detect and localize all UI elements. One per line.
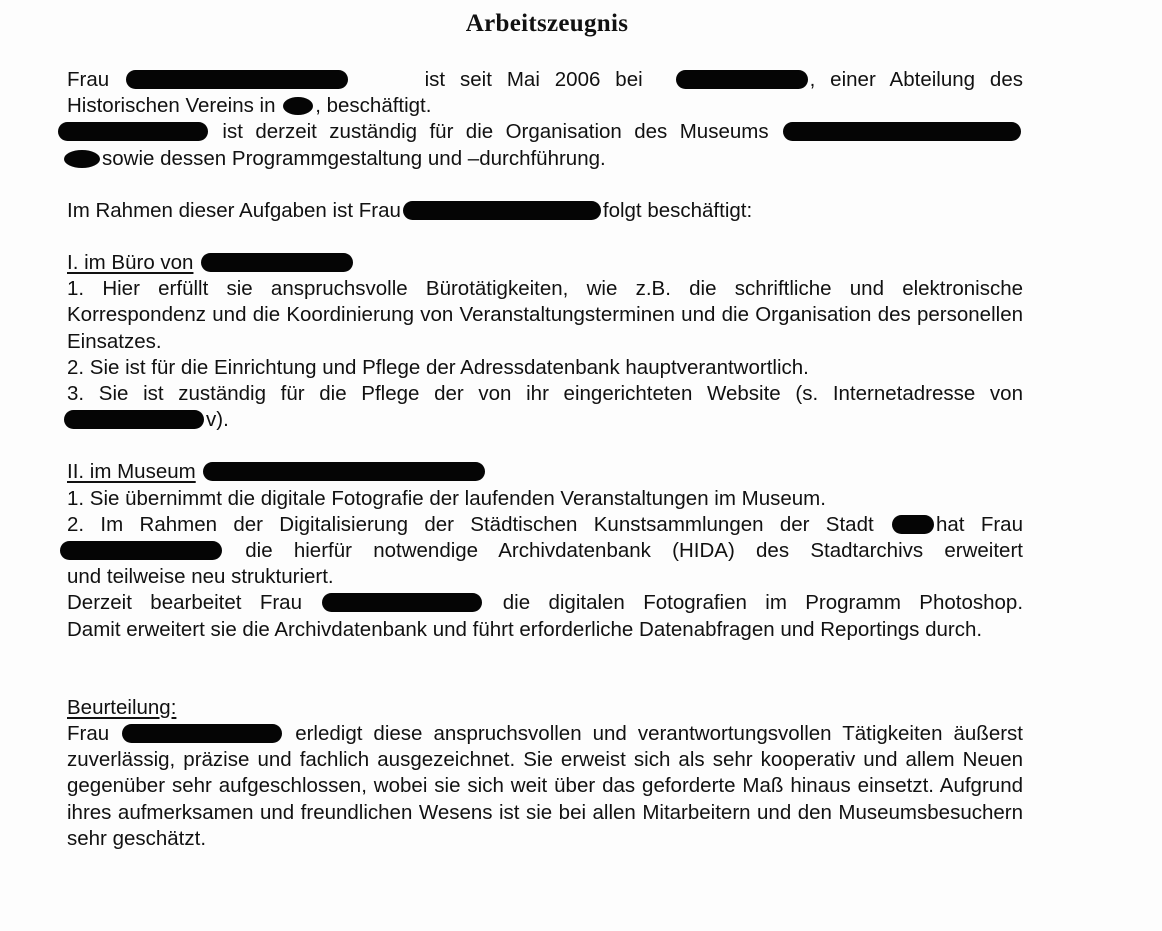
section-1-item-3-cont xyxy=(67,407,1023,433)
intro-text: , beschäftigt. xyxy=(315,94,432,118)
redaction-mark xyxy=(322,593,482,612)
intro-text: , einer Abteilung des xyxy=(809,68,1023,91)
redaction-mark xyxy=(58,122,208,141)
intro-text: sowie dessen Programmgestaltung und –durchführung. xyxy=(102,146,606,170)
intro-text: ist seit Mai 2006 bei xyxy=(424,68,643,91)
section-1-item-3: 3. Sie ist zuständig für die Pflege der von ihr eingerichteten Website (s. Internetadresse von xyxy=(67,382,1023,406)
section-1-heading: I. im Büro von xyxy=(67,251,194,275)
assessment-heading-line xyxy=(67,695,1023,721)
tasks-intro-text: folgt beschäftigt: xyxy=(602,198,753,222)
redaction-mark xyxy=(126,70,348,89)
document-body xyxy=(67,67,1023,852)
document-title: Arbeitszeugnis xyxy=(465,10,629,37)
intro-text: Historischen Vereins in xyxy=(67,94,276,118)
section-2-item-2-text: die hierfür notwendige Archivdatenbank (HIDA) des Stadtarchivs erweitert xyxy=(245,539,1023,563)
redaction-mark xyxy=(783,122,1021,141)
intro-line-3 xyxy=(67,119,1023,145)
intro-line-4 xyxy=(67,146,1023,172)
assessment-text-start: Frau xyxy=(67,722,110,746)
intro-text: Frau xyxy=(67,68,110,91)
tasks-intro xyxy=(67,198,1023,224)
section-2-item-2 xyxy=(67,512,1023,538)
section-1-item-2: 2. Sie ist für die Einrichtung und Pflege der Adressdatenbank hauptverantwortlich. xyxy=(67,355,809,379)
intro-text: ist derzeit zuständig für die Organisation des Museums xyxy=(222,120,769,144)
section-2-item-2-text: 2. Im Rahmen der Digitalisierung der Städtischen Kunstsammlungen der Stadt xyxy=(67,512,874,536)
section-2-heading-line xyxy=(67,459,1023,485)
assessment-heading: Beurteilung: xyxy=(67,695,177,719)
assessment-text-body: erledigt diese anspruchsvollen und verantwortungsvollen Tätigkeiten äußerst zuverlässig, präzise und fachlich ausgezeichnet. Sie erweist sich als sehr kooperativ und allem Neuen gegenüber sehr aufgeschlossen, wobei sie sich weit über das geforderte Maß hinaus einsetzt. Aufgrund ihres aufmerksamen und freundlichen Wesens ist sie bei allen Mitarbeitern und den Museumsbesuchern sehr geschätzt. xyxy=(67,722,1023,850)
redaction-mark xyxy=(64,410,204,429)
intro-line-1 xyxy=(67,67,1023,93)
redaction-mark xyxy=(403,201,601,220)
section-1-heading-line xyxy=(67,250,1023,276)
section-1-item-3-text: v). xyxy=(206,408,229,432)
intro-line-2 xyxy=(67,93,1023,119)
redaction-mark xyxy=(203,462,485,481)
redaction-mark xyxy=(60,541,222,560)
section-2-para-2: Damit erweitert sie die Archivdatenbank und führt erforderliche Datenabfragen und Reportings durch. xyxy=(67,617,983,641)
section-2-para-text: Derzeit bearbeitet Frau xyxy=(67,591,302,615)
redaction-mark xyxy=(676,70,808,89)
assessment-text xyxy=(67,721,1023,852)
tasks-intro-text: Im Rahmen dieser Aufgaben ist Frau xyxy=(67,198,401,222)
section-2-heading: II. im Museum xyxy=(67,460,196,484)
section-2-para-text: die digitalen Fotografien im Programm Photoshop. xyxy=(502,591,1024,615)
redaction-mark xyxy=(892,515,934,534)
section-2-item-1: 1. Sie übernimmt die digitale Fotografie der laufenden Veranstaltungen im Museum. xyxy=(67,486,826,510)
section-1-item-1: 1. Hier erfüllt sie anspruchsvolle Bürotätigkeiten, wie z.B. die schriftliche und elektronische Korrespondenz und die Koordinierung von Veranstaltungsterminen und die Organisation des personellen Einsatzes. xyxy=(67,277,1023,353)
section-2-item-2-end: und teilweise neu strukturiert. xyxy=(67,565,334,589)
section-2-item-2-cont xyxy=(67,538,1023,564)
redaction-mark xyxy=(283,97,313,115)
section-2-para-1 xyxy=(67,590,1023,616)
section-2-item-2-text: hat Frau xyxy=(936,512,1023,536)
redaction-mark xyxy=(122,724,282,743)
redaction-mark xyxy=(201,253,353,272)
redaction-mark xyxy=(64,150,100,168)
